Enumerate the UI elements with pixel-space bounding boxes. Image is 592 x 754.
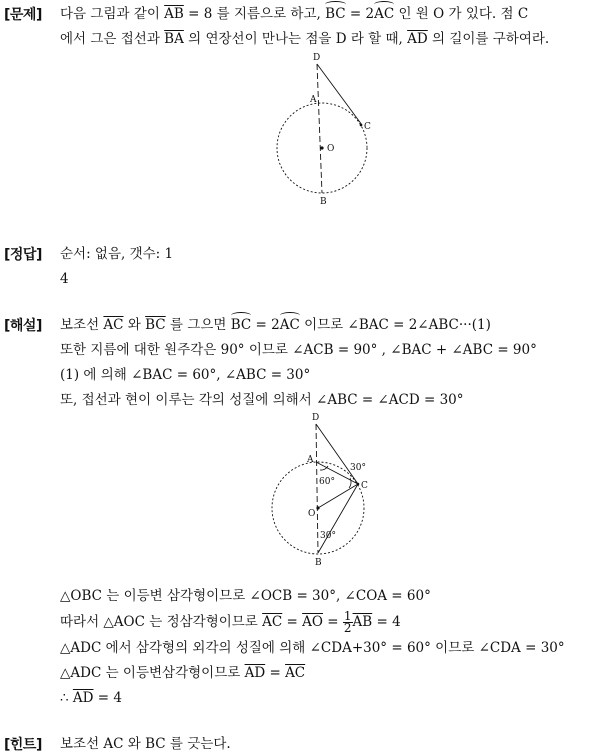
- fig2-angle-30-bottom: 30°: [320, 531, 336, 541]
- problem-line-2: 에서 그은 접선과 $\overline{BA}$ 의 연장선이 만나는 점을 D 라 할 때, $\overline{AD}$ 의 길이를 구하여라.: [60, 31, 550, 47]
- fig1-label-o: O: [327, 144, 335, 154]
- fig2-label-o: O: [308, 509, 316, 519]
- hint-text: 보조선 AC 와 BC 를 긋는다.: [60, 736, 231, 752]
- answer-value: 4: [60, 271, 69, 287]
- solution-line-1: 보조선 $\overline{AC}$ 와 $\overline{BC}$ 를 그으면 BC = 2AC 이므로 ∠BAC = 2∠ABC···(1): [60, 317, 491, 333]
- fig2-label-c: C: [361, 481, 368, 491]
- fig2-label-b: B: [315, 558, 322, 568]
- fig1-label-d: D: [313, 53, 321, 63]
- fig2-label-d: D: [312, 413, 320, 423]
- figure-circle-tangent-2: [270, 410, 390, 570]
- answer-label: [정답]: [4, 247, 42, 263]
- solution-line-2: 또한 지름에 대한 원주각은 90° 이므로 ∠ACB = 90° , ∠BAC + ∠ABC = 90°: [60, 342, 537, 358]
- fig2-angle-60: 60°: [319, 477, 335, 487]
- solution-line-6: 따라서 △AOC 는 정삼각형이므로 $\overline{AC} = \overline{AO}$ = $\frac{1}{2}$ $\overline{AB} = 4$: [60, 609, 401, 635]
- figure-circle-tangent-1: [270, 50, 380, 210]
- solution-label: [해설]: [4, 318, 42, 334]
- hint-label: [힌트]: [4, 737, 42, 753]
- solution-line-7: △ADC 에서 삼각형의 외각의 성질에 의해 ∠CDA+30° = 60° 이므로 ∠CDA = 30°: [60, 640, 565, 656]
- solution-line-5: △OBC 는 이등변 삼각형이므로 ∠OCB = 30°, ∠COA = 60°: [60, 588, 431, 604]
- fig1-label-b: B: [320, 197, 327, 207]
- solution-line-9: ∴ $\overline{AD} = 4$: [60, 690, 122, 706]
- answer-order-count: 순서: 없음, 갯수: 1: [60, 246, 174, 262]
- solution-line-8: △ADC 는 이등변삼각형이므로 $\overline{AD} = \overline{AC}$: [60, 665, 306, 681]
- solution-line-3: (1) 에 의해 ∠BAC = 60°, ∠ABC = 30°: [60, 367, 311, 383]
- solution-line-4: 또, 접선과 현이 이루는 각의 성질에 의해서 ∠ABC = ∠ACD = 30°: [60, 392, 464, 408]
- problem-line-1: 다음 그림과 같이 $\overline{AB} = 8$ 를 지름으로 하고, BC = 2AC 인 원 O 가 있다. 점 C: [60, 6, 529, 22]
- fig1-label-c: C: [364, 122, 371, 132]
- fraction-one-half: $\frac{1}{2}$: [343, 609, 352, 635]
- fig2-angle-30-top: 30°: [350, 463, 366, 473]
- fig1-label-a: A: [310, 95, 317, 105]
- fig2-label-a: A: [307, 455, 314, 465]
- problem-label: [문제]: [4, 7, 42, 23]
